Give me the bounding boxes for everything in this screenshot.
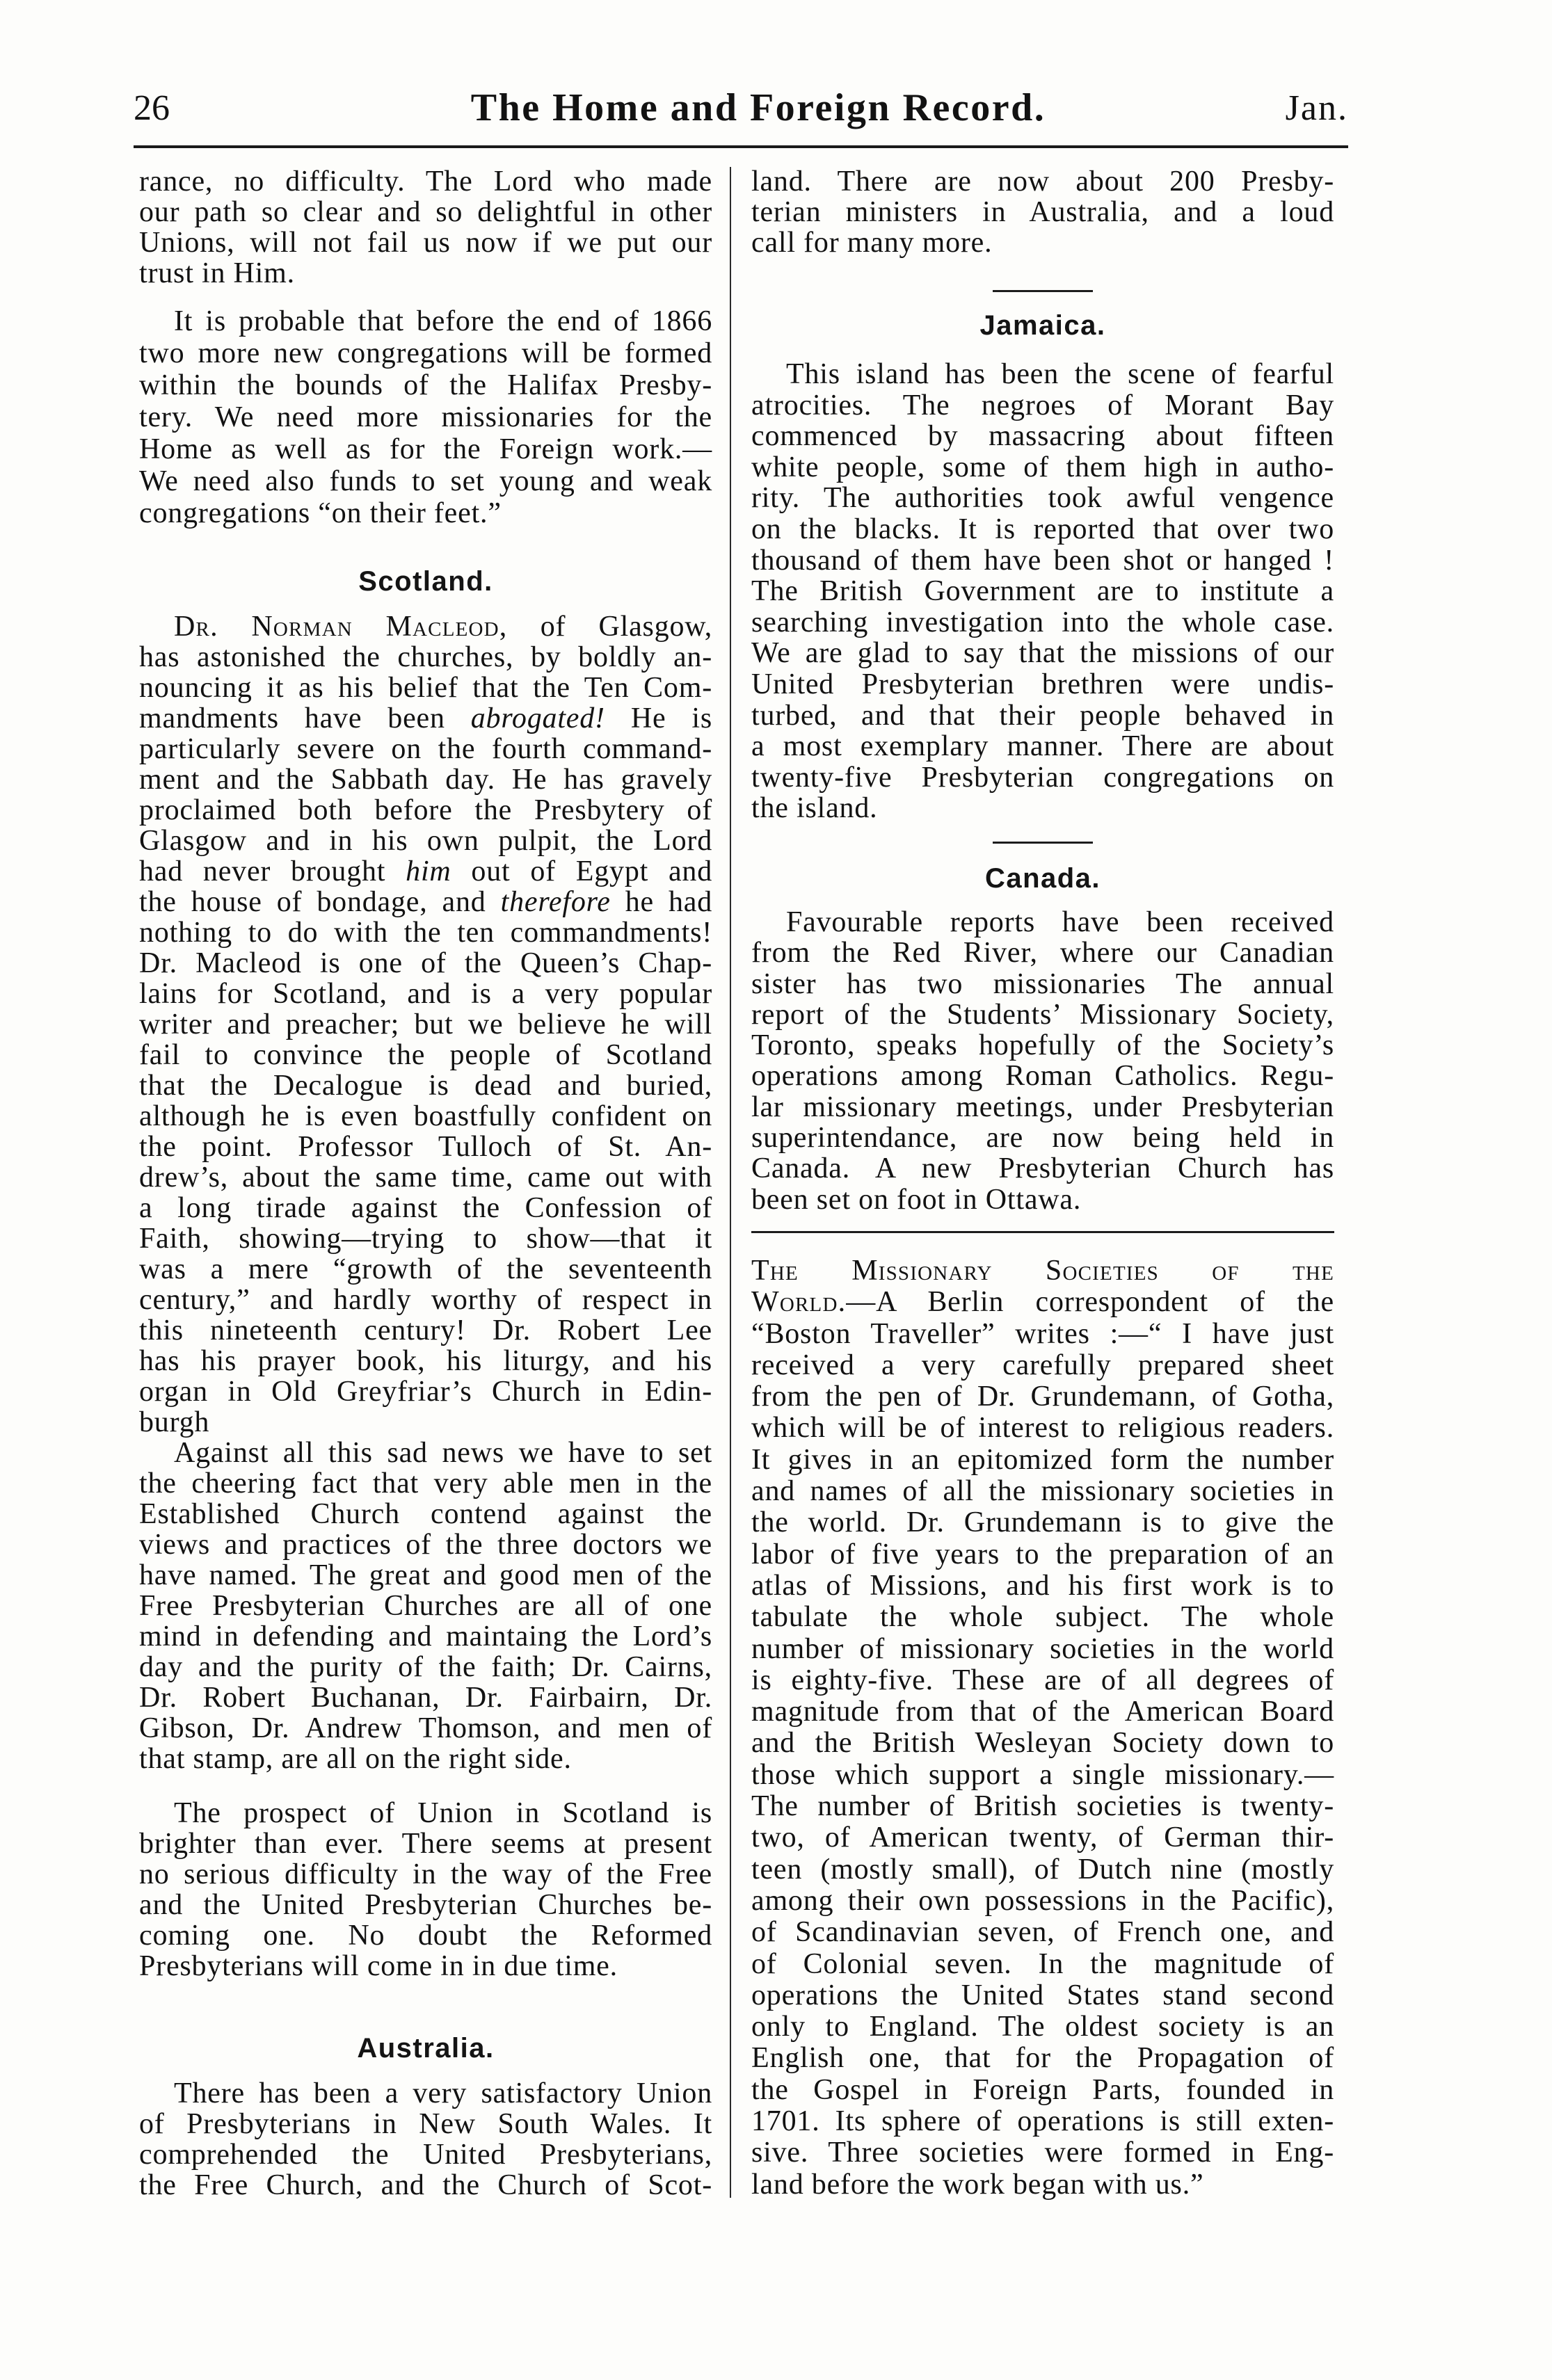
text-line: Glasgow and in his own pulpit, the Lord (139, 825, 712, 857)
paragraph-jamaica (751, 359, 1334, 824)
text-line: the Gospel in Foreign Parts, founded in (751, 2073, 1334, 2106)
text-line: Established Church contend against the (139, 1498, 712, 1530)
text-line (139, 611, 712, 642)
text-line: although he is even boastfully confident on (139, 1100, 712, 1132)
text-line: land. There are now about 200 Presby- (751, 166, 1334, 198)
text-line: Free Presbyterian Churches are all of one (139, 1590, 712, 1622)
page-number: 26 (134, 88, 170, 128)
text-line: sister has two missionaries The annual (751, 967, 1334, 1000)
text-line: Favourable reports have been received (786, 906, 1334, 938)
text-segment: —A Berlin correspondent of the (846, 1286, 1334, 1319)
italic-text: abrogated! (470, 702, 605, 734)
text-segment: He is (605, 702, 712, 734)
text-line: only to England. The oldest society is an (751, 2011, 1334, 2043)
text-line: lains for Scotland, and is a very popular (139, 978, 712, 1010)
text-line: coming one. No doubt the Reformed (139, 1920, 712, 1952)
text-segment: had never brought (139, 855, 406, 887)
text-line: and names of all the missionary societies in (751, 1475, 1334, 1508)
text-line: Unions, will not fail us now if we put our (139, 227, 712, 259)
text-line: thousand of them have been shot or hanged ! (751, 544, 1334, 577)
text-line: We are glad to say that the missions of our (751, 637, 1334, 670)
column-divider (730, 167, 731, 2198)
text-line: The British Government are to institute a (751, 575, 1334, 608)
text-line: the Free Church, and the Church of Scot- (139, 2169, 712, 2201)
text-line: land before the work began with us.” (751, 2168, 1204, 2201)
text-line: Home as well as for the Foreign work.— (139, 433, 712, 465)
text-line: This island has been the scene of fearful (786, 358, 1334, 390)
paragraph-halifax (139, 305, 712, 529)
italic-text: him (406, 855, 451, 887)
text-line (139, 887, 712, 917)
section-heading-scotland: Scotland. (358, 566, 493, 597)
text-line: a long tirade against the Confession of (139, 1192, 712, 1224)
text-line: and the United Presbyterian Churches be- (139, 1889, 712, 1921)
text-line: commenced by massacring about fifteen (751, 420, 1334, 453)
text-line: and the British Wesleyan Society down to (751, 1727, 1334, 1760)
text-line: from the pen of Dr. Grundemann, of Gotha, (751, 1381, 1334, 1413)
text-segment: the house of bondage, and (139, 886, 501, 918)
text-line: There has been a very satisfactory Union (174, 2077, 712, 2109)
text-line: 1701. Its sphere of operations is still exten- (751, 2105, 1334, 2138)
text-line: this nineteenth century! Dr. Robert Lee (139, 1314, 712, 1346)
text-line: those which support a single missionary.— (751, 1758, 1334, 1791)
text-line: Dr. Robert Buchanan, Dr. Fairbairn, Dr. (139, 1682, 712, 1714)
text-segment: he had (610, 886, 712, 918)
paragraph-missionary-societies (751, 1255, 1334, 2201)
text-line: nothing to do with the ten commandments! (139, 917, 712, 949)
text-line: particularly severe on the fourth command- (139, 733, 712, 765)
text-line: Against all this sad news we have to set (174, 1437, 712, 1469)
text-line: proclaimed both before the Presbytery of (139, 794, 712, 826)
text-line (139, 703, 712, 734)
text-line: Gibson, Dr. Andrew Thomson, and men of (139, 1712, 712, 1744)
text-line: organ in Old Greyfriar’s Church in Edin- (139, 1376, 712, 1408)
text-line: trust in Him. (139, 257, 295, 289)
text-line (139, 856, 712, 887)
text-line: atrocities. The negroes of Morant Bay (751, 389, 1334, 421)
text-line: The prospect of Union in Scotland is (174, 1797, 712, 1829)
text-line: burgh (139, 1406, 210, 1438)
text-line: the island. (751, 792, 878, 825)
text-line: ment and the Sabbath day. He has gravely (139, 764, 712, 796)
text-line: The number of British societies is twenty- (751, 1790, 1334, 1823)
text-line: nouncing it as his belief that the Ten Com- (139, 672, 712, 704)
text-line: It is probable that before the end of 1866 (174, 305, 712, 337)
text-line: drew’s, about the same time, came out with (139, 1161, 712, 1193)
paragraph-canada (751, 907, 1334, 1215)
text-line: white people, some of them high in autho- (751, 451, 1334, 483)
text-line: views and practices of the three doctors we (139, 1529, 712, 1561)
text-line: operations the United States stand second (751, 1979, 1334, 2011)
text-line: lar missionary meetings, under Presbyterian (751, 1091, 1334, 1123)
text-line: of Scandinavian seven, of French one, and (751, 1916, 1334, 1949)
text-line: the cheering fact that very able men in the (139, 1468, 712, 1499)
text-line: searching investigation into the whole case. (751, 606, 1334, 638)
text-line: century,” and hardly worthy of respect in (139, 1284, 712, 1316)
text-line: terian ministers in Australia, and a loud (751, 196, 1334, 228)
paragraph-scotland-against (139, 1438, 712, 1774)
text-line: Canada. A new Presbyterian Church has (751, 1152, 1334, 1185)
text-line: which will be of interest to religious readers. (751, 1412, 1334, 1445)
text-line: on the blacks. It is reported that over two (751, 513, 1334, 545)
section-heading-jamaica: Jamaica. (979, 310, 1106, 341)
text-line: has his prayer book, his liturgy, and his (139, 1345, 712, 1377)
text-line: day and the purity of the faith; Dr. Cairns, (139, 1651, 712, 1683)
text-line: no serious difficulty in the way of the Free (139, 1858, 712, 1890)
text-line: has astonished the churches, by boldly an- (139, 641, 712, 673)
text-line: United Presbyterian brethren were undis- (751, 668, 1334, 700)
text-line: comprehended the United Presbyterians, (139, 2139, 712, 2171)
text-line: “Boston Traveller” writes :—“ I have just (751, 1317, 1334, 1350)
text-line: magnitude from that of the American Board (751, 1696, 1334, 1728)
text-line: tery. We need more missionaries for the (139, 401, 712, 433)
italic-text: therefore (500, 886, 611, 918)
text-line: from the Red River, where our Canadian (751, 937, 1334, 970)
section-rule (751, 1231, 1334, 1233)
separator-rule (993, 842, 1093, 844)
issue-month: Jan. (1285, 88, 1348, 128)
text-line: congregations “on their feet.” (139, 497, 502, 529)
text-line: is eighty-five. These are of all degrees of (751, 1664, 1334, 1696)
text-line: labor of five years to the preparation of an (751, 1538, 1334, 1570)
text-line (751, 1255, 1334, 1287)
header-rule (134, 145, 1348, 148)
text-line: two more new congregations will be formed (139, 337, 712, 369)
text-line: tabulate the whole subject. The whole (751, 1601, 1334, 1634)
text-line: sive. Three societies were formed in Eng- (751, 2137, 1334, 2169)
text-line: teen (mostly small), of Dutch nine (mostly (751, 1853, 1334, 1885)
text-line (751, 1287, 1334, 1318)
text-line: Presbyterians will come in in due time. (139, 1950, 618, 1982)
text-line: operations among Roman Catholics. Regu- (751, 1060, 1334, 1093)
text-segment: out of Egypt and (451, 855, 712, 887)
continued-paragraph (139, 166, 712, 289)
text-line: English one, that for the Propagation of (751, 2042, 1334, 2075)
text-line: superintendance, are now being held in (751, 1122, 1334, 1155)
text-line: the point. Professor Tulloch of St. An- (139, 1131, 712, 1163)
text-line: among their own possessions in the Pacific), (751, 1884, 1334, 1917)
text-line: brighter than ever. There seems at present (139, 1828, 712, 1860)
section-heading-australia: Australia. (357, 2033, 495, 2064)
text-line: been set on foot in Ottawa. (751, 1183, 1082, 1216)
text-line: twenty-five Presbyterian congregations on (751, 761, 1334, 794)
text-line: a most exemplary manner. There are about (751, 730, 1334, 763)
paragraph-scotland-macleod (139, 611, 712, 1438)
small-caps-text: The Missionary Societies of the (751, 1255, 1334, 1287)
text-line: two, of American twenty, of German thir- (751, 1822, 1334, 1854)
text-line: fail to convince the people of Scotland (139, 1039, 712, 1071)
text-segment: of Glasgow, (507, 611, 712, 643)
text-line: Dr. Macleod is one of the Queen’s Chap- (139, 947, 712, 979)
text-line: call for many more. (751, 227, 993, 259)
text-line: was a mere “growth of the seventeenth (139, 1253, 712, 1285)
text-segment: mandments have been (139, 702, 471, 734)
text-line: turbed, and that their people behaved in (751, 699, 1334, 732)
text-line: report of the Students’ Missionary Society, (751, 998, 1334, 1031)
text-line: of Colonial seven. In the magnitude of (751, 1947, 1334, 1980)
paragraph-scotland-union (139, 1798, 712, 1981)
continued-paragraph (751, 166, 1334, 258)
text-line: mind in defending and maintaing the Lord’s (139, 1621, 712, 1653)
paragraph-australia (139, 2078, 712, 2201)
journal-title: The Home and Foreign Record. (470, 86, 1046, 129)
text-line: of Presbyterians in New South Wales. It (139, 2108, 712, 2140)
text-line: writer and preacher; but we believe he will (139, 1008, 712, 1040)
text-line: Toronto, speaks hopefully of the Society’s (751, 1029, 1334, 1062)
text-line: the world. Dr. Grundemann is to give the (751, 1506, 1334, 1539)
small-caps-text: World. (751, 1286, 847, 1319)
separator-rule (993, 290, 1093, 292)
text-line: We need also funds to set young and weak (139, 465, 712, 497)
text-line: within the bounds of the Halifax Presby- (139, 369, 712, 401)
text-line: received a very carefully prepared sheet (751, 1349, 1334, 1381)
small-caps-text: Dr. Norman Macleod, (174, 611, 508, 643)
text-line: rance, no difficulty. The Lord who made (139, 166, 712, 198)
text-line: our path so clear and so delightful in other (139, 196, 712, 228)
text-line: atlas of Missions, and his first work is to (751, 1569, 1334, 1602)
text-line: number of missionary societies in the world (751, 1632, 1334, 1665)
text-line: that stamp, are all on the right side. (139, 1743, 572, 1775)
text-line: It gives in an epitomized form the number (751, 1443, 1334, 1476)
text-line: rity. The authorities took awful vengence (751, 482, 1334, 515)
text-line: Faith, showing—trying to show—that it (139, 1223, 712, 1255)
text-line: that the Decalogue is dead and buried, (139, 1070, 712, 1102)
text-line: have named. The great and good men of the (139, 1559, 712, 1591)
section-heading-canada: Canada. (984, 863, 1101, 894)
